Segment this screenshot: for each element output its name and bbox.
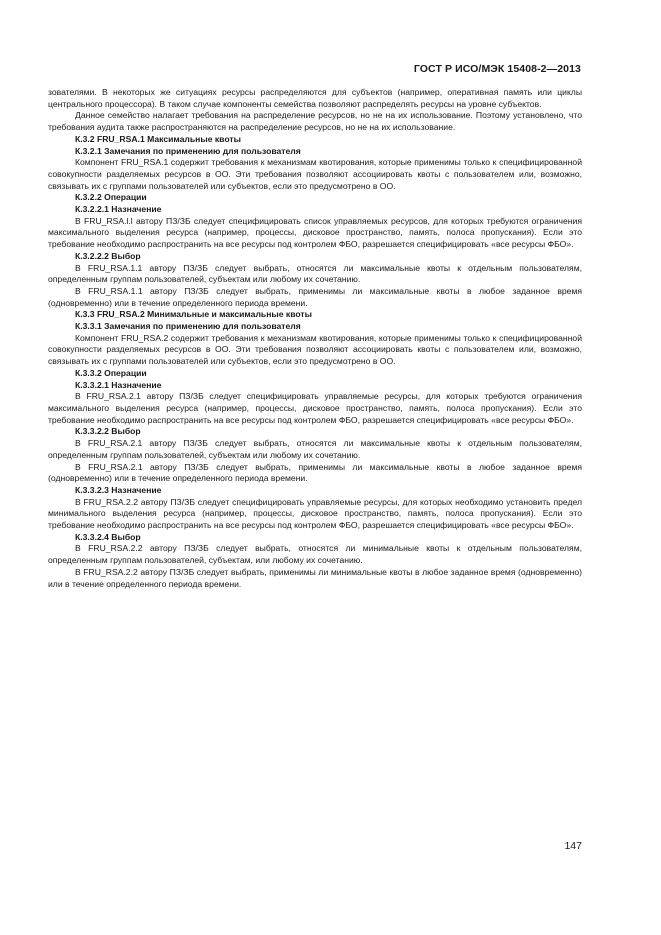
section-heading: К.3.2.1 Замечания по применению для пользователя (75, 145, 301, 156)
paragraph: В FRU_RSA.l.l автору ПЗ/ЗБ следует специфицировать список управляемых ресурсов, для которых требуются ограничения максимального выделения ресурса (например, процессы, дисковое пространство, память, полоса пропускания). Если это требование необходимо распространить на все ресурсы под контролем ФБО, разрешается специфицировать «все ресурсы ФБО». (48, 215, 582, 250)
document-header: ГОСТ Р ИСО/МЭК 15408-2—2013 (413, 63, 581, 75)
paragraph: В FRU_RSA.2.1 автору ПЗ/ЗБ следует выбрать, применимы ли максимальные квоты в любое заданное время (одновременно) или в течение определенного периода времени. (48, 461, 582, 484)
section-heading: К.3.3 FRU_RSA.2 Минимальные и максимальные квоты (75, 309, 312, 320)
section-heading: К.3.2.2.2 Выбор (75, 250, 141, 261)
paragraph: В FRU_RSA.1.1 автору ПЗ/ЗБ следует выбрать, применимы ли максимальные квоты в любое заданное время (одновременно) или в течение определенного периода времени. (48, 285, 582, 308)
section-heading: К.3.3.2.1 Назначение (75, 379, 162, 390)
paragraph: В FRU_RSA.2.2 автору ПЗ/ЗБ следует специфицировать управляемые ресурсы, для которых необходимо установить предел минимального выделения ресурса (например, процессы, дисковое пространство, память, полоса пропускания). Если это требование необходимо распространить на все ресурсы под контролем ФБО, разрешается специфицировать «все ресурсы ФБО». (48, 496, 582, 531)
paragraph: В FRU_RSA.2.1 автору ПЗ/ЗБ следует выбрать, относятся ли максимальные квоты к отдельным пользователям, определенным группам пользователей, субъектам или любому их сочетанию. (48, 438, 582, 460)
section-heading: К.3.3.2 Операции (75, 367, 147, 378)
paragraph: Данное семейство налагает требования на распределение ресурсов, но не на их использование. Поэтому установлено, что требования аудита также распространяются на распределение ресурсов, но не на их использование. (48, 110, 582, 133)
section-heading: К.3.3.1 Замечания по применению для пользователя (75, 321, 301, 332)
paragraph: зователями. В некоторых же ситуациях ресурсы распределяются для субъектов (например, оперативная память или циклы центрального процессора). В таком случае компоненты семейства позволяют распределять ресурсы на уровне субъектов. (48, 87, 582, 109)
section-heading: К.3.2.2.1 Назначение (75, 204, 162, 215)
document-body (48, 87, 582, 590)
paragraph: В FRU_RSA.2.2 автору ПЗ/ЗБ следует выбрать, относятся ли минимальные квоты к отдельным пользователям, определенным группам пользователей, субъектам, или любому их сочетанию. (48, 543, 582, 566)
section-heading: К.3.3.2.3 Назначение (75, 484, 162, 495)
page-number: 147 (564, 840, 582, 852)
paragraph: В FRU_RSA.2.2 автору ПЗ/ЗБ следует выбрать, применимы ли минимальные квоты в любое заданное время (одновременно) или в течение определенного периода времени. (48, 566, 582, 589)
paragraph: В FRU_RSA.2.1 автору ПЗ/ЗБ следует специфицировать управляемые ресурсы, для которых требуются ограничения максимального выделения ресурса (например, процессы, дисковое пространство, память, полоса пропускания). Если это требование необходимо распространить на все ресурсы под контролем ФБО, разрешается специфицировать «все ресурсы ФБО». (48, 391, 582, 425)
paragraph: Компонент FRU_RSA.2 содержит требования к механизмам квотирования, которые применимы только к специфицированной совокупности разделяемых ресурсов в ОО. Эти требования позволяют ассоциировать квоты с пользователем или, возможно, связывать их с группами пользователей или субъектов, если это предусмотрено в ОО. (48, 332, 582, 367)
paragraph: В FRU_RSA.1.1 автору ПЗ/ЗБ следует выбрать, относятся ли максимальные квоты к отдельным пользователям, определенным группам пользователей, субъектам или любому их сочетанию. (48, 262, 582, 285)
section-heading: К.3.3.2.4 Выбор (75, 531, 141, 542)
paragraph: Компонент FRU_RSA.1 содержит требования к механизмам квотирования, которые применимы только к специфицированной совокупности разделяемых ресурсов в ОО. Эти требования позволяют ассоциировать квоты с пользователем или, возможно, связывать их с группами пользователей или субъектов, если это предусмотрено в ОО. (48, 157, 582, 191)
section-heading: К.3.2.2 Операции (75, 192, 147, 203)
section-heading: К.3.2 FRU_RSA.1 Максимальные квоты (75, 133, 241, 144)
section-heading: К.3.3.2.2 Выбор (75, 426, 141, 437)
